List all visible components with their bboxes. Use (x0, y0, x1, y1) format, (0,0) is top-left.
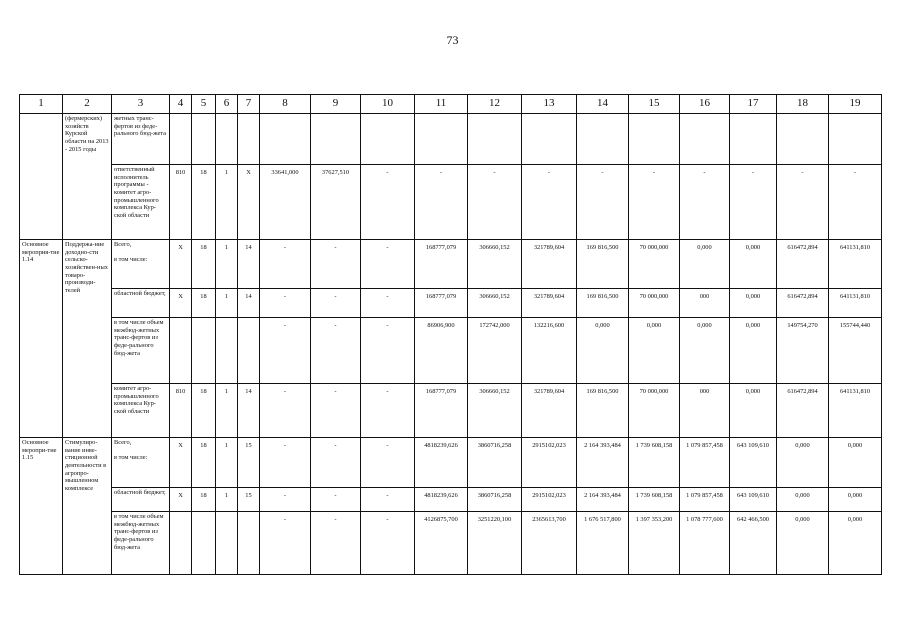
column-header-9: 9 (311, 95, 361, 114)
amount-cell (680, 114, 730, 165)
amount-cell: 0,000 (730, 240, 777, 289)
amount-cell: 4818239,626 (415, 438, 468, 488)
amount-cell: 0,000 (577, 318, 629, 384)
amount-cell: - (260, 318, 311, 384)
code-cell: X (170, 240, 192, 289)
amount-cell: - (680, 165, 730, 240)
amount-cell: - (311, 512, 361, 575)
code-cell: X (238, 165, 260, 240)
amount-cell: 000 (680, 384, 730, 438)
amount-cell: 321789,604 (522, 289, 577, 318)
amount-cell: 3860716,258 (468, 438, 522, 488)
amount-cell (629, 114, 680, 165)
amount-cell: 3251220,100 (468, 512, 522, 575)
amount-cell: 643 109,610 (730, 438, 777, 488)
event-name-cell: Стимулиро-вание инве-стиционной деятельности в агропро-мышленном комплексе (63, 438, 112, 575)
amount-cell: - (577, 165, 629, 240)
column-header-8: 8 (260, 95, 311, 114)
column-header-17: 17 (730, 95, 777, 114)
column-header-15: 15 (629, 95, 680, 114)
funding-source-cell: ответственный исполнитель программы - комитет агро-промышленного комплекса Кур-ской области (112, 165, 170, 240)
amount-cell: 168777,079 (415, 289, 468, 318)
code-cell: X (170, 488, 192, 512)
code-cell: 1 (216, 289, 238, 318)
amount-cell: 132216,600 (522, 318, 577, 384)
code-cell: 18 (192, 488, 216, 512)
code-cell (170, 318, 192, 384)
amount-cell: - (361, 318, 415, 384)
event-code-cell (20, 114, 63, 240)
amount-cell: 321789,604 (522, 240, 577, 289)
amount-cell: 0,000 (777, 488, 829, 512)
code-cell (238, 114, 260, 165)
code-cell: 810 (170, 384, 192, 438)
column-header-12: 12 (468, 95, 522, 114)
amount-cell: - (311, 384, 361, 438)
code-cell (192, 512, 216, 575)
budget-table (19, 94, 882, 575)
amount-cell: - (730, 165, 777, 240)
amount-cell: 643 109,610 (730, 488, 777, 512)
event-name-cell: (фермерских) хозяйств Курской области на 2013 - 2015 годы (63, 114, 112, 240)
amount-cell: - (415, 165, 468, 240)
amount-cell: - (260, 384, 311, 438)
amount-cell (730, 114, 777, 165)
amount-cell: 0,000 (777, 512, 829, 575)
amount-cell: 0,000 (777, 438, 829, 488)
code-cell (192, 114, 216, 165)
amount-cell: 641131,810 (829, 384, 882, 438)
amount-cell: 321789,604 (522, 384, 577, 438)
amount-cell: 0,000 (829, 512, 882, 575)
amount-cell: 0,000 (829, 438, 882, 488)
funding-source-cell: в том числе объем межбюд-жетных транс-фертов из феде-рального бюд-жета (112, 318, 170, 384)
amount-cell: 0,000 (829, 488, 882, 512)
code-cell (216, 114, 238, 165)
amount-cell: 70 000,000 (629, 289, 680, 318)
amount-cell: 169 816,500 (577, 289, 629, 318)
amount-cell (260, 114, 311, 165)
amount-cell: 0,000 (730, 384, 777, 438)
funding-source-cell: Всего, в том числе: (112, 438, 170, 488)
code-cell (170, 114, 192, 165)
amount-cell: 616472,894 (777, 240, 829, 289)
amount-cell: 70 000,000 (629, 384, 680, 438)
amount-cell: - (361, 240, 415, 289)
amount-cell: 306660,152 (468, 240, 522, 289)
column-header-19: 19 (829, 95, 882, 114)
amount-cell: 1 739 608,158 (629, 488, 680, 512)
code-cell: 15 (238, 438, 260, 488)
column-header-3: 3 (112, 95, 170, 114)
code-cell: 1 (216, 438, 238, 488)
amount-cell: 149754,270 (777, 318, 829, 384)
code-cell: 14 (238, 384, 260, 438)
amount-cell: 2 164 393,484 (577, 488, 629, 512)
event-code-cell: Основное меропри-тие 1.15 (20, 438, 63, 575)
amount-cell (468, 114, 522, 165)
column-header-13: 13 (522, 95, 577, 114)
table-row (20, 488, 882, 512)
table-row (20, 384, 882, 438)
table-row (20, 289, 882, 318)
code-cell (216, 512, 238, 575)
table-row (20, 438, 882, 488)
amount-cell: - (361, 165, 415, 240)
amount-cell: 1 079 857,458 (680, 488, 730, 512)
event-code-cell: Основное мероприя-тие 1.14 (20, 240, 63, 438)
amount-cell: 2 164 393,484 (577, 438, 629, 488)
amount-cell: - (361, 438, 415, 488)
code-cell: 1 (216, 384, 238, 438)
column-header-18: 18 (777, 95, 829, 114)
column-header-7: 7 (238, 95, 260, 114)
code-cell: 18 (192, 289, 216, 318)
amount-cell: 642 466,500 (730, 512, 777, 575)
amount-cell: 0,000 (730, 289, 777, 318)
amount-cell: - (260, 240, 311, 289)
table-row (20, 114, 882, 165)
amount-cell: 306660,152 (468, 289, 522, 318)
funding-source-cell: в том числе объем межбюд-жетных транс-фертов из феде-рального бюд-жета (112, 512, 170, 575)
amount-cell: - (260, 488, 311, 512)
amount-cell: - (260, 289, 311, 318)
table-row (20, 318, 882, 384)
amount-cell (361, 114, 415, 165)
column-header-10: 10 (361, 95, 415, 114)
amount-cell: 641131,810 (829, 240, 882, 289)
amount-cell: 0,000 (680, 318, 730, 384)
column-header-1: 1 (20, 95, 63, 114)
amount-cell: 169 816,500 (577, 384, 629, 438)
code-cell: 1 (216, 240, 238, 289)
amount-cell: - (361, 289, 415, 318)
amount-cell: - (361, 384, 415, 438)
amount-cell: 1 739 608,158 (629, 438, 680, 488)
column-header-11: 11 (415, 95, 468, 114)
amount-cell: - (777, 165, 829, 240)
page-number: 73 (446, 33, 459, 47)
amount-cell: 155744,440 (829, 318, 882, 384)
code-cell: 18 (192, 240, 216, 289)
amount-cell: - (311, 318, 361, 384)
code-cell: 15 (238, 488, 260, 512)
amount-cell: 1 078 777,600 (680, 512, 730, 575)
table-row (20, 240, 882, 289)
amount-cell: - (361, 512, 415, 575)
code-cell: 1 (216, 165, 238, 240)
amount-cell: 2915102,023 (522, 438, 577, 488)
amount-cell: 4126875,700 (415, 512, 468, 575)
code-cell (170, 512, 192, 575)
amount-cell: 2365613,700 (522, 512, 577, 575)
table-row (20, 165, 882, 240)
amount-cell: 1 676 517,800 (577, 512, 629, 575)
amount-cell: - (829, 165, 882, 240)
amount-cell: - (629, 165, 680, 240)
funding-source-cell: областной бюджет, (112, 289, 170, 318)
table-row (20, 512, 882, 575)
amount-cell: 3860716,258 (468, 488, 522, 512)
amount-cell: 2915102,023 (522, 488, 577, 512)
amount-cell: - (311, 488, 361, 512)
amount-cell (311, 114, 361, 165)
amount-cell: 000 (680, 289, 730, 318)
amount-cell: - (311, 289, 361, 318)
amount-cell: 1 079 857,458 (680, 438, 730, 488)
amount-cell: 33641,000 (260, 165, 311, 240)
amount-cell: - (260, 438, 311, 488)
code-cell (216, 318, 238, 384)
amount-cell: - (311, 438, 361, 488)
amount-cell: - (522, 165, 577, 240)
amount-cell: 86906,900 (415, 318, 468, 384)
code-cell: 18 (192, 438, 216, 488)
column-header-14: 14 (577, 95, 629, 114)
code-cell (192, 318, 216, 384)
amount-cell (522, 114, 577, 165)
code-cell: X (170, 289, 192, 318)
funding-source-cell: жетных транс-фертов из феде-рального бюд-жета (112, 114, 170, 165)
amount-cell (777, 114, 829, 165)
amount-cell: 616472,894 (777, 289, 829, 318)
code-cell: 14 (238, 289, 260, 318)
funding-source-cell: комитет агро-промышленного комплекса Кур-ской области (112, 384, 170, 438)
amount-cell: 0,000 (680, 240, 730, 289)
amount-cell: 306660,152 (468, 384, 522, 438)
amount-cell: - (260, 512, 311, 575)
code-cell (238, 512, 260, 575)
amount-cell: - (361, 488, 415, 512)
code-cell: 18 (192, 165, 216, 240)
column-header-5: 5 (192, 95, 216, 114)
amount-cell: - (468, 165, 522, 240)
code-cell: 810 (170, 165, 192, 240)
amount-cell: 4818239,626 (415, 488, 468, 512)
amount-cell (829, 114, 882, 165)
amount-cell: 616472,894 (777, 384, 829, 438)
amount-cell: 172742,000 (468, 318, 522, 384)
amount-cell: 0,000 (629, 318, 680, 384)
column-header-6: 6 (216, 95, 238, 114)
column-header-4: 4 (170, 95, 192, 114)
funding-source-cell: областной бюджет, (112, 488, 170, 512)
code-cell: 18 (192, 384, 216, 438)
amount-cell: 37627,510 (311, 165, 361, 240)
amount-cell: 70 000,000 (629, 240, 680, 289)
amount-cell (577, 114, 629, 165)
code-cell (238, 318, 260, 384)
amount-cell: 1 397 353,200 (629, 512, 680, 575)
amount-cell: 168777,079 (415, 384, 468, 438)
amount-cell: 0,000 (730, 318, 777, 384)
amount-cell: 641131,810 (829, 289, 882, 318)
funding-source-cell: Всего, в том числе: (112, 240, 170, 289)
amount-cell: - (311, 240, 361, 289)
code-cell: 14 (238, 240, 260, 289)
column-header-2: 2 (63, 95, 112, 114)
amount-cell (415, 114, 468, 165)
amount-cell: 168777,079 (415, 240, 468, 289)
code-cell: X (170, 438, 192, 488)
amount-cell: 169 816,500 (577, 240, 629, 289)
header-row (20, 95, 882, 114)
column-header-16: 16 (680, 95, 730, 114)
code-cell: 1 (216, 488, 238, 512)
event-name-cell: Поддержа-ние доходно-сти сельско-хозяйствен-ных товаро-производи-телей (63, 240, 112, 438)
